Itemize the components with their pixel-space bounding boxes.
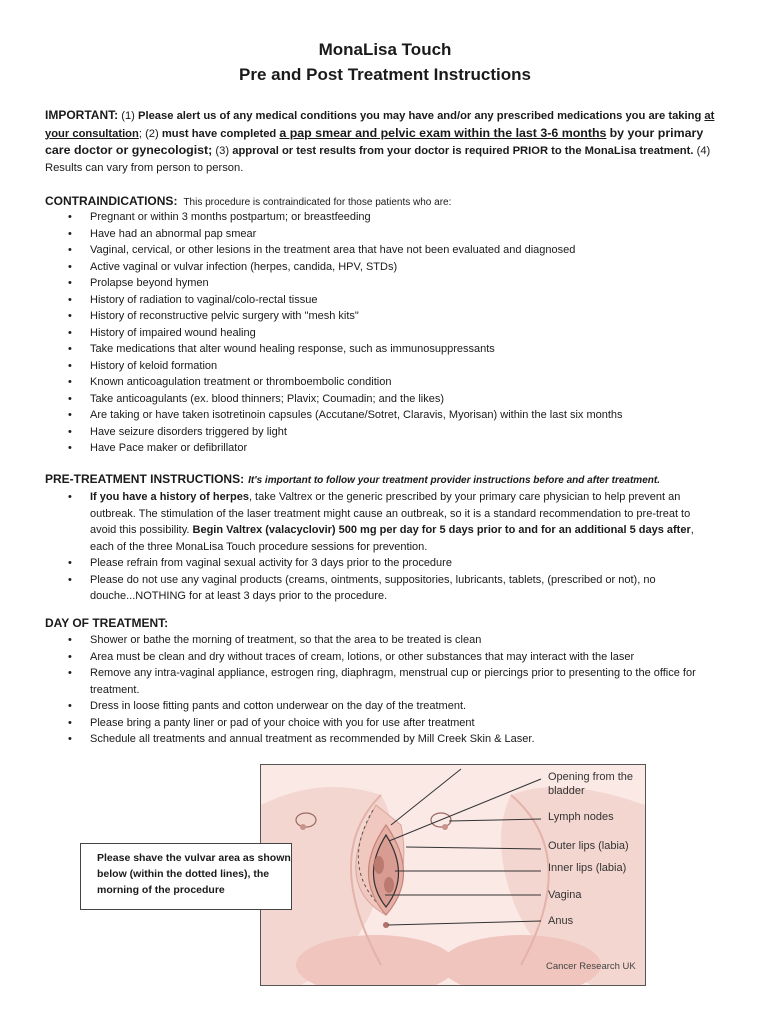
anatomy-illustration [261, 765, 645, 985]
list-item: • Prolapse beyond hymen [68, 275, 718, 292]
important-num-3: (3) [215, 145, 230, 157]
list-item: • History of reconstructive pelvic surgery with "mesh kits" [68, 308, 718, 325]
pre-treatment-note: It's important to follow your treatment provider instructions before and after treatment. [248, 475, 660, 486]
list-item: • Schedule all treatments and annual treatment as recommended by Mill Creek Skin & Laser. [68, 731, 718, 748]
label-inner-lips: Inner lips (labia) [548, 862, 627, 874]
document-subtitle: Pre and Post Treatment Instructions [239, 65, 531, 84]
list-item: • Please refrain from vaginal sexual activity for 3 days prior to the procedure [68, 555, 718, 572]
list-item: • History of keloid formation [68, 358, 718, 375]
important-num-1: (1) [121, 110, 135, 122]
list-item: • Have Pace maker or defibrillator [68, 440, 718, 457]
important-num-4: (4) Results can vary from person to person. [45, 145, 711, 174]
list-item: • Known anticoagulation treatment or thromboembolic condition [68, 374, 718, 391]
list-item: • Vaginal, cervical, or other lesions in the treatment area that have not been evaluated and diagnosed [68, 242, 718, 259]
important-label: IMPORTANT: [45, 108, 119, 122]
day-of-treatment-list [68, 632, 718, 748]
list-item: • Pregnant or within 3 months postpartum; or breastfeeding [68, 209, 718, 226]
label-bladder: Opening from the bladder [548, 771, 633, 797]
important-text-4: approval or test results from your doctor is required PRIOR to the MonaLisa treatment. [232, 145, 694, 157]
label-anus: Anus [548, 915, 574, 927]
list-item: • Please do not use any vaginal products (creams, ointments, suppositories, lubricants, tablets, (prescribed or not), no douche...NOTHING for at least 3 days prior to the procedure. [68, 572, 718, 605]
list-item: • Please bring a panty liner or pad of your choice with you for use after treatment [68, 715, 718, 732]
important-num-2: ; (2) [138, 127, 159, 140]
document-title: MonaLisa Touch [318, 40, 452, 59]
herpes-text: , take Valtrex or the generic prescribed by your primary care physician to help prevent an outbreak. The stimulation of the laser treatment might cause an outbreak, so it is a standard recommendation to pre-treat to avoid this possibility. [90, 491, 691, 536]
day-of-treatment-heading: DAY OF TREATMENT: [45, 616, 169, 630]
contraindications-note: This procedure is contraindicated for those patients who are: [183, 197, 452, 208]
list-item: • History of impaired wound healing [68, 325, 718, 342]
list-item: • Have had an abnormal pap smear [68, 226, 718, 243]
label-vagina: Vagina [548, 889, 582, 901]
herpes-bold: If you have a history of herpes [90, 491, 249, 503]
herpes-tail: , each of the three MonaLisa Touch procedure sessions for prevention. [90, 524, 694, 553]
list-item: • Have seizure disorders triggered by light [68, 424, 718, 441]
label-outer-lips: Outer lips (labia) [548, 840, 629, 852]
important-pap-smear: a pap smear and pelvic exam within the last 3-6 months [279, 125, 607, 140]
important-consultation: at your consultation [45, 110, 715, 140]
list-item: • Are taking or have taken isotretinoin capsules (Accutane/Sotret, Claravis, Myorisan) within the last six months [68, 407, 718, 424]
pre-treatment-list [68, 489, 718, 605]
pre-treatment-title: PRE-TREATMENT INSTRUCTIONS: [45, 472, 245, 486]
list-item: • Active vaginal or vulvar infection (herpes, candida, HPV, STDs) [68, 259, 718, 276]
contraindications-title: CONTRAINDICATIONS: [45, 194, 178, 208]
shave-instruction-box: Please shave the vulvar area as shown below (within the dotted lines), the morning of the procedure [80, 843, 292, 910]
pre-treatment-heading [45, 472, 660, 486]
contraindications-heading [45, 194, 451, 208]
list-item: • Take medications that alter wound healing response, such as immunosuppressants [68, 341, 718, 358]
important-text-2: must have completed [161, 127, 277, 140]
important-text-3: by your primary care doctor or gynecologist; [45, 125, 704, 157]
list-item: • Remove any intra-vaginal appliance, estrogen ring, diaphragm, menstrual cup or piercings prior to presenting to the office for treatment. [68, 665, 718, 698]
list-item: • Dress in loose fitting pants and cotton underwear on the day of the treatment. [68, 698, 718, 715]
important-paragraph [45, 107, 725, 176]
list-item: • Area must be clean and dry without traces of cream, lotions, or other substances that may interact with the laser [68, 649, 718, 666]
important-text-1: Please alert us of any medical conditions you may have and/or any prescribed medications you are taking [138, 110, 702, 122]
list-item: • History of radiation to vaginal/colo-rectal tissue [68, 292, 718, 309]
list-item: • Shower or bathe the morning of treatment, so that the area to be treated is clean [68, 632, 718, 649]
valtrex-bold: Begin Valtrex (valacyclovir) 500 mg per day for 5 days prior to and for an additional 5 days after [192, 524, 691, 536]
list-item [68, 489, 718, 555]
list-item: • Take anticoagulants (ex. blood thinners; Plavix; Coumadin; and the likes) [68, 391, 718, 408]
contraindications-list [68, 209, 718, 457]
figure-credit: Cancer Research UK [546, 961, 636, 972]
label-lymph-nodes: Lymph nodes [548, 811, 614, 823]
